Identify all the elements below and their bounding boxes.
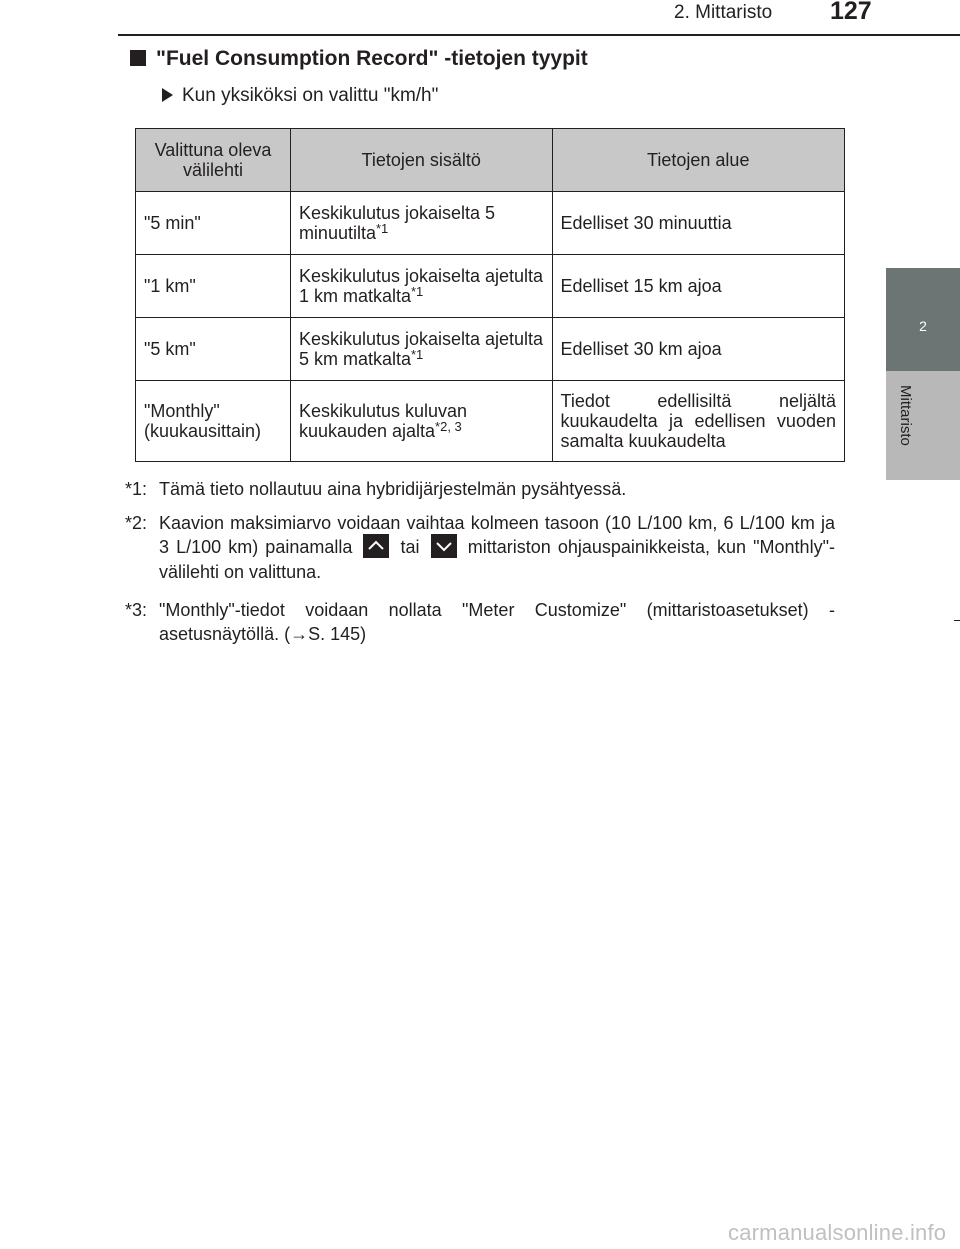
page-number: 127 [830, 0, 872, 25]
edge-mark [954, 620, 960, 621]
side-tab-title [896, 385, 916, 475]
header-section: 2. Mittaristo [674, 2, 773, 23]
table-cell-content: Keskikulutus kuluvan kuukauden ajalta$^{*2, 3}$ [290, 381, 552, 462]
table-cell-tab: "Monthly" (kuukausittain) [136, 381, 291, 462]
table-cell-range: Edelliset 30 minuuttia [552, 192, 844, 255]
table-cell-tab: "1 km" [136, 255, 291, 318]
footnote-ref: *2, 3 [435, 419, 462, 434]
footnote-ref: *1 [410, 347, 424, 362]
footnote-text: Tämä tieto nollautuu aina hybridijärjestelmän pysähtyessä. [159, 479, 627, 499]
footnote-ref: *1 [375, 221, 389, 236]
side-tab-title-text: Mittaristo [897, 385, 914, 446]
chevron-up-icon [363, 534, 389, 558]
section-title-text: "Fuel Consumption Record" -tietojen tyypit [156, 47, 588, 70]
footnote-text: "Monthly"-tiedot voidaan nollata "Meter Customize" (mittaristoasetukset) -asetusnäytöllä. (→S. 145) [159, 600, 835, 644]
watermark: carmanualsonline.info [728, 1220, 947, 1245]
table-row [136, 318, 845, 381]
header-rule [118, 34, 960, 36]
footnote-marker: *3: [125, 600, 148, 620]
square-bullet-icon [130, 50, 146, 66]
footnote-1 [125, 477, 835, 501]
footnote-marker: *1: [125, 479, 148, 499]
footnote-ref: *1 [410, 284, 424, 299]
table-row [136, 381, 845, 462]
table-cell-content: Keskikulutus jokaiselta 5 minuutilta$^{*1}$ [290, 192, 552, 255]
table-header-cell: Tietojen sisältö [290, 129, 552, 192]
section-title [130, 47, 588, 71]
chevron-down-icon [431, 534, 457, 558]
table-cell-content: Keskikulutus jokaiselta ajetulta 1 km matkalta$^{*1}$ [290, 255, 552, 318]
triangle-bullet-icon [162, 88, 173, 102]
table-header-cell: Valittuna oleva välilehti [136, 129, 291, 192]
data-table [135, 128, 845, 462]
table-row [136, 192, 845, 255]
table-row [136, 255, 845, 318]
footnote-2 [125, 511, 835, 584]
table-cell-tab: "5 km" [136, 318, 291, 381]
footnote-marker: *2: [125, 513, 148, 533]
side-tab-number: 2 [919, 318, 927, 334]
table-cell-range: Tiedot edellisiltä neljältä kuukaudelta ja edellisen vuoden samalta kuukaudelta [552, 381, 844, 462]
table-cell-content: Keskikulutus jokaiselta ajetulta 5 km matkalta$^{*1}$ [290, 318, 552, 381]
table-header-row [136, 129, 845, 192]
subheading [162, 85, 438, 107]
table-cell-range: Edelliset 15 km ajoa [552, 255, 844, 318]
footnote-3 [125, 598, 835, 646]
footnote-text: Kaavion maksimiarvo voidaan vaihtaa kolmeen tasoon (10 L/100 km, 6 L/100 km ja 3 L/100 km) painamalla tai mittariston ohjauspainikkeista, kun "Monthly"-välilehti on valittuna. [159, 513, 835, 583]
table-header-cell: Tietojen alue [552, 129, 844, 192]
table-cell-range: Edelliset 30 km ajoa [552, 318, 844, 381]
subheading-text: Kun yksiköksi on valittu "km/h" [182, 85, 439, 106]
table-cell-tab: "5 min" [136, 192, 291, 255]
